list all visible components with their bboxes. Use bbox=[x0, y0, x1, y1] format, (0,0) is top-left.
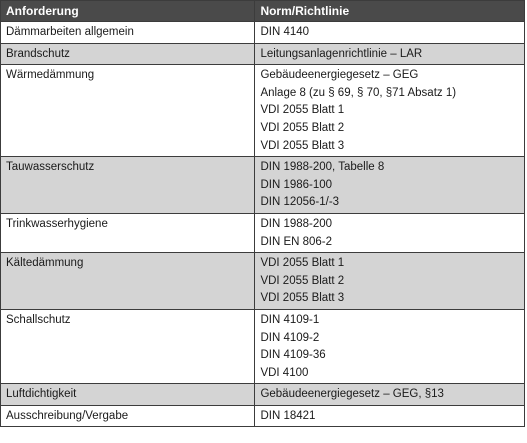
table-row bbox=[1, 405, 525, 427]
norm-line: VDI 2055 Blatt 1 bbox=[260, 104, 345, 117]
norm-line: DIN 4109-2 bbox=[260, 331, 320, 344]
norm-cell bbox=[255, 309, 525, 383]
norm-cell bbox=[255, 253, 525, 310]
requirement-cell: Wärmedämmung bbox=[1, 65, 255, 157]
norm-line: VDI 2055 Blatt 2 bbox=[260, 274, 345, 287]
requirement-cell: Dämmarbeiten allgemein bbox=[1, 22, 255, 44]
norm-cell bbox=[255, 43, 525, 65]
norm-cell bbox=[255, 65, 525, 157]
norm-line: DIN 1988-200 bbox=[260, 217, 333, 230]
table-row bbox=[1, 253, 525, 310]
norm-cell bbox=[255, 384, 525, 406]
norm-line: VDI 2055 Blatt 3 bbox=[260, 139, 345, 152]
requirement-cell: Brandschutz bbox=[1, 43, 255, 65]
table-row bbox=[1, 309, 525, 383]
table-row bbox=[1, 43, 525, 65]
norm-line: Gebäudeenergiegesetz – GEG bbox=[260, 69, 419, 82]
requirement-cell: Luftdichtigkeit bbox=[1, 384, 255, 406]
norm-line: DIN EN 806-2 bbox=[260, 235, 333, 248]
table-row bbox=[1, 22, 525, 44]
table-row bbox=[1, 157, 525, 214]
norm-line: Anlage 8 (zu § 69, § 70, §71 Absatz 1) bbox=[260, 86, 457, 99]
norm-line: VDI 4100 bbox=[260, 366, 309, 379]
norm-line: DIN 12056-1/-3 bbox=[260, 196, 340, 209]
table-header-row bbox=[1, 1, 525, 22]
table-row bbox=[1, 213, 525, 252]
table-row bbox=[1, 65, 525, 157]
requirement-cell: Kältedämmung bbox=[1, 253, 255, 310]
norm-line: DIN 1986-100 bbox=[260, 178, 333, 191]
norm-line: DIN 4140 bbox=[260, 26, 310, 38]
table-row bbox=[1, 384, 525, 406]
norm-line: VDI 2055 Blatt 1 bbox=[260, 257, 345, 270]
requirement-cell: Schallschutz bbox=[1, 309, 255, 383]
norm-cell bbox=[255, 213, 525, 252]
norm-line: Gebäudeenergiegesetz – GEG, §13 bbox=[260, 388, 444, 401]
norm-line: Leitungsanlagenrichtlinie – LAR bbox=[260, 47, 423, 60]
norm-line: DIN 1988-200, Tabelle 8 bbox=[260, 161, 385, 174]
norm-cell bbox=[255, 405, 525, 427]
requirement-cell: Ausschreibung/Vergabe bbox=[1, 405, 255, 427]
requirement-cell: Trinkwasserhygiene bbox=[1, 213, 255, 252]
column-header-norm: Norm/Richtlinie bbox=[255, 1, 525, 22]
norm-cell bbox=[255, 22, 525, 44]
norm-line: DIN 4109-1 bbox=[260, 313, 320, 326]
norm-line: VDI 2055 Blatt 2 bbox=[260, 121, 345, 134]
norm-line: VDI 2055 Blatt 3 bbox=[260, 292, 345, 305]
norm-line: DIN 18421 bbox=[260, 409, 316, 422]
norm-cell bbox=[255, 157, 525, 214]
requirement-cell: Tauwasserschutz bbox=[1, 157, 255, 214]
column-header-requirement: Anforderung bbox=[1, 1, 255, 22]
norm-line: DIN 4109-36 bbox=[260, 349, 326, 362]
